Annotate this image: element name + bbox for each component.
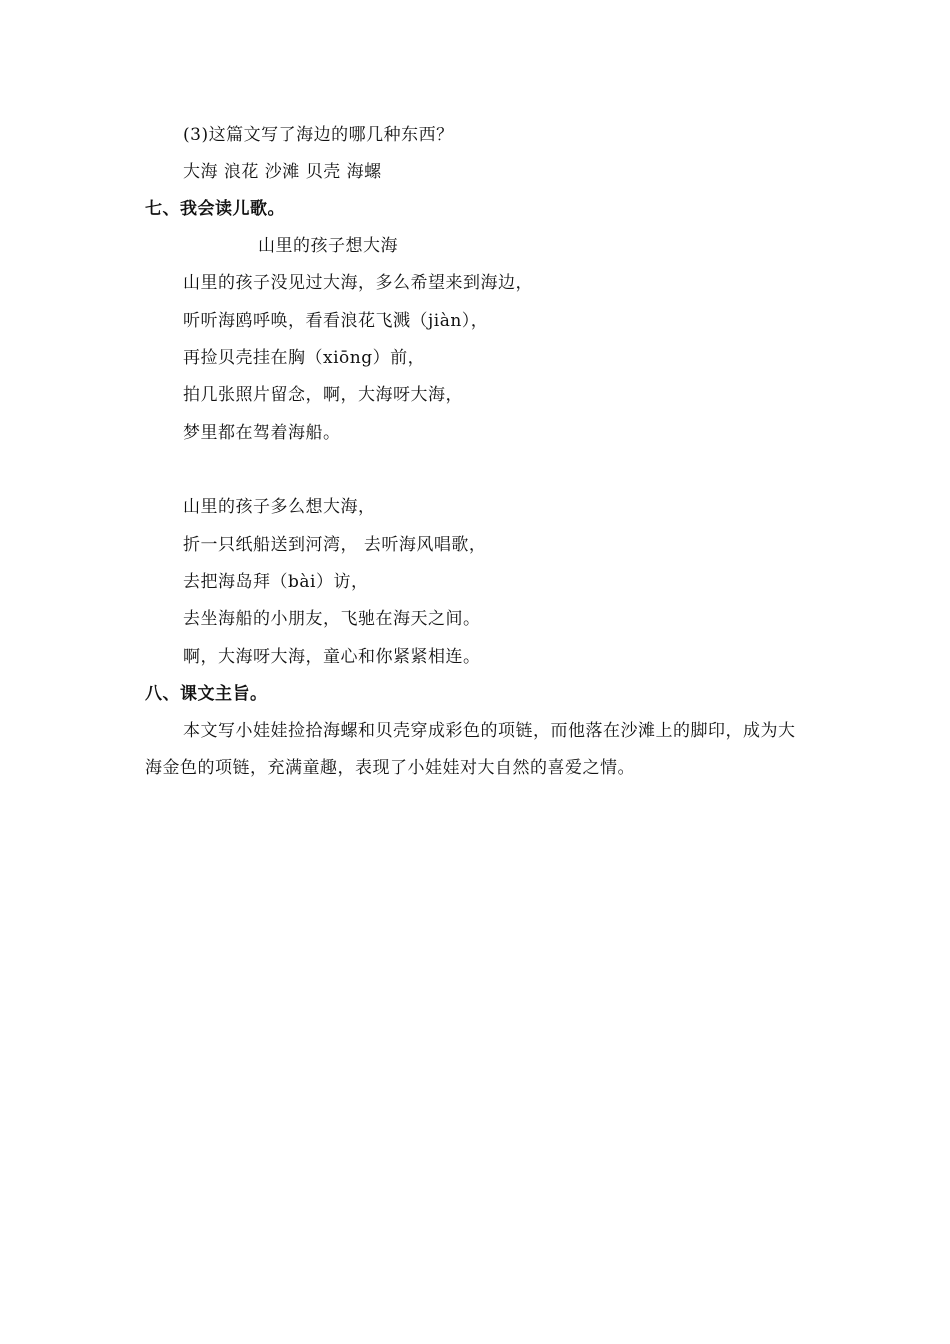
poem-line: 听听海鸥呼唤，看看浪花飞溅（jiàn）， [183,311,489,331]
poem-line: 去坐海船的小朋友，飞驰在海天之间。 [183,609,481,629]
poem-line: 啊，大海呀大海，童心和你紧紧相连。 [183,647,481,667]
poem-line: 去把海岛拜（bài）访， [183,572,369,592]
section-8-heading: 八、课文主旨。 [145,684,268,704]
poem-line: 梦里都在驾着海船。 [183,423,341,443]
section-7-heading: 七、我会读儿歌。 [145,199,285,219]
poem-title: 山里的孩子想大海 [258,236,398,256]
question-3: (3)这篇文写了海边的哪几种东西？ [183,125,454,145]
poem-line: 山里的孩子多么想大海， [183,497,376,517]
answer-3: 大海 浪花 沙滩 贝壳 海螺 [183,162,382,182]
poem-line: 拍几张照片留念，啊，大海呀大海， [183,385,463,405]
poem-line: 折一只纸船送到河湾， 去听海风唱歌， [183,535,487,555]
poem-line: 山里的孩子没见过大海，多么希望来到海边， [183,273,533,293]
poem-line: 再捡贝壳挂在胸（xiōng）前， [183,348,426,368]
summary-paragraph: 本文写小娃娃捡拾海螺和贝壳穿成彩色的项链，而他落在沙滩上的脚印，成为大海金色的项链，充满童趣，表现了小娃娃对大自然的喜爱之情。 [145,721,796,778]
